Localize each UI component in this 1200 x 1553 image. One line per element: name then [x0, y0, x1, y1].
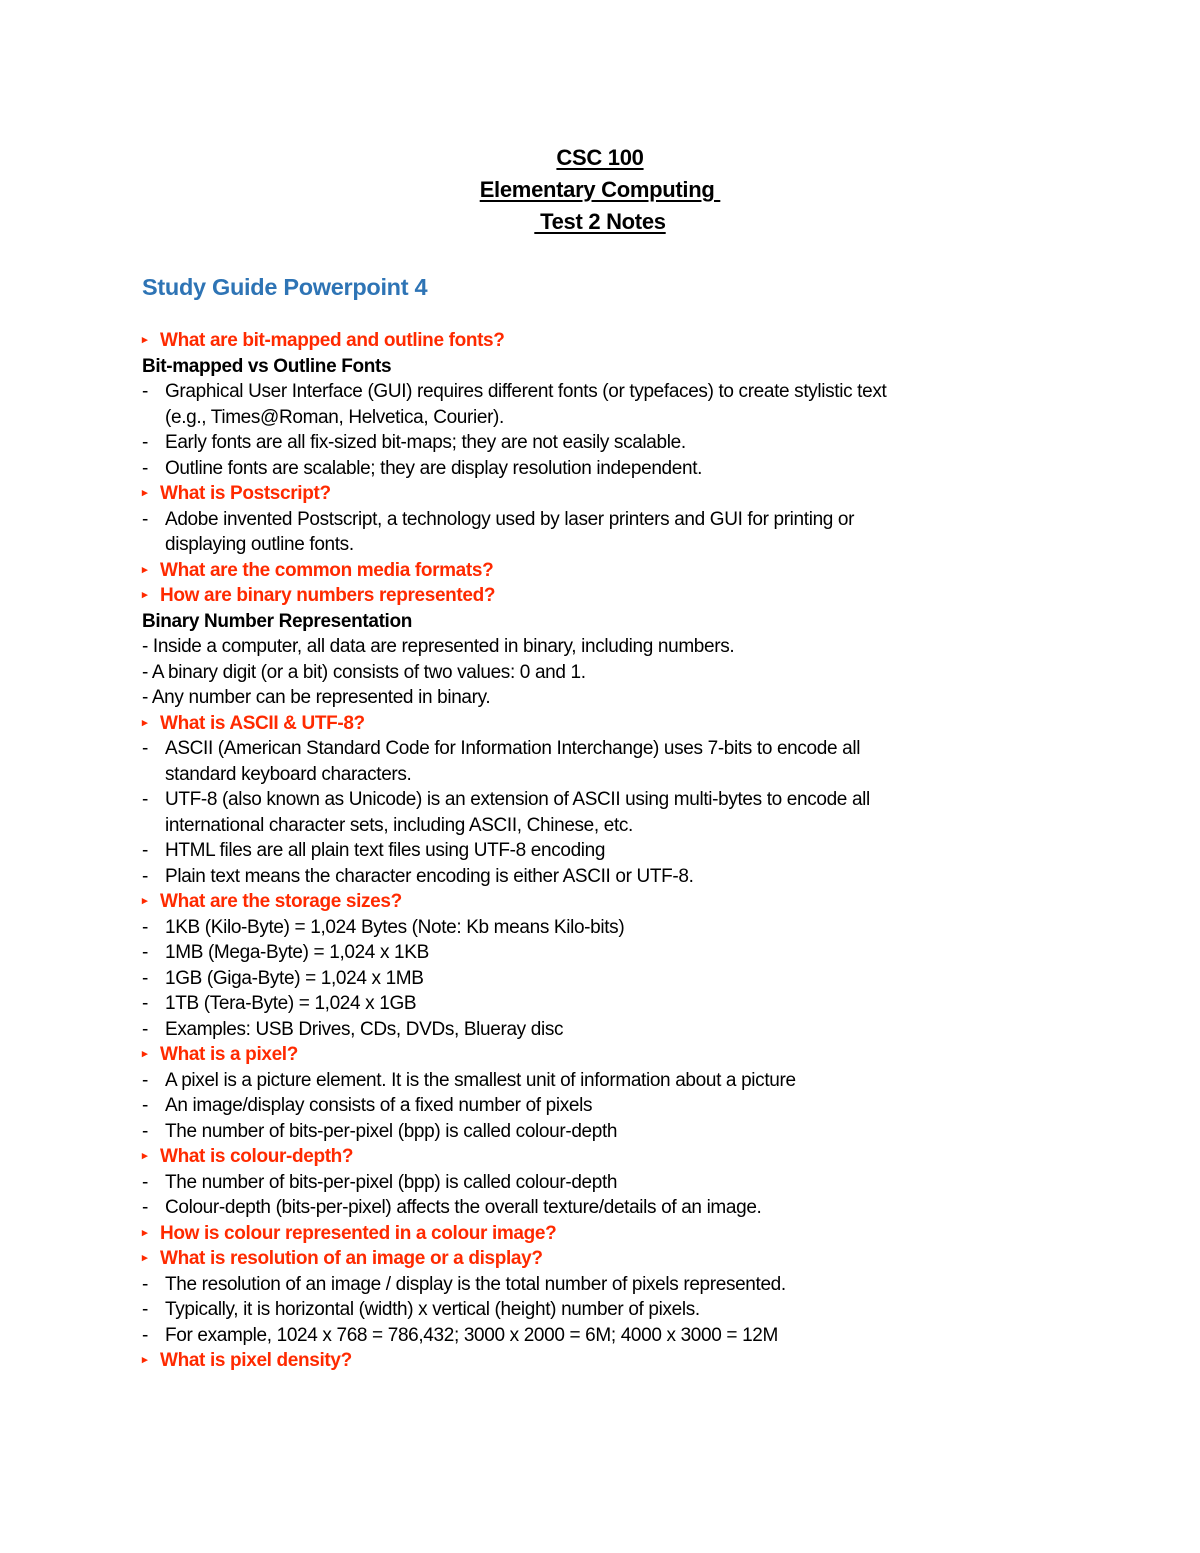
- dash-bullet: -: [142, 865, 148, 887]
- dash-list-item: [142, 456, 1042, 482]
- dash-bullet: -: [142, 916, 148, 938]
- line-text: Typically, it is horizontal (width) x vertical (height) number of pixels.: [165, 1299, 700, 1320]
- document-title: [0, 142, 1200, 238]
- triangle-bullet-icon: ▸: [142, 563, 148, 576]
- triangle-bullet-icon: ▸: [142, 716, 148, 729]
- question-item: [142, 1246, 1042, 1272]
- line-text: For example, 1024 x 768 = 786,432; 3000 x 2000 = 6M; 4000 x 3000 = 12M: [165, 1324, 778, 1346]
- notes-body: [142, 328, 1042, 1374]
- dash-list-item: [142, 915, 1042, 941]
- line-text: international character sets, including ASCII, Chinese, etc.: [165, 814, 633, 836]
- line-text: Binary Number Representation: [142, 610, 412, 632]
- line-text: 1GB (Giga-Byte) = 1,024 x 1MB: [165, 967, 424, 989]
- course-name: Elementary Computing: [479, 177, 721, 202]
- dash-list-item: [142, 1323, 1042, 1349]
- question-item: [142, 1144, 1042, 1170]
- triangle-bullet-icon: ▸: [142, 334, 148, 346]
- question-item: [142, 481, 1042, 507]
- line-text: - A binary digit (or a bit) consists of two values: 0 and 1.: [142, 661, 586, 683]
- line-text: What is ASCII & UTF-8?: [160, 712, 365, 734]
- line-text: HTML files are all plain text files using UTF-8 encoding: [165, 840, 606, 861]
- question-item: [142, 583, 1042, 609]
- dash-list-item: [142, 736, 1042, 762]
- line-text: Colour-depth (bits-per-pixel) affects the overall texture/details of an image.: [165, 1197, 762, 1218]
- line-text: - Any number can be represented in binary.: [142, 687, 491, 708]
- line-text: How are binary numbers represented?: [160, 585, 496, 606]
- text-line: [142, 634, 1042, 660]
- triangle-bullet-icon: ▸: [142, 1150, 148, 1162]
- course-code: CSC 100: [556, 145, 644, 170]
- question-item: [142, 889, 1042, 915]
- dash-bullet: -: [142, 1120, 148, 1142]
- dash-bullet: -: [142, 432, 148, 453]
- line-text: What is Postscript?: [160, 483, 331, 504]
- line-text: What are the storage sizes?: [160, 891, 402, 912]
- triangle-bullet-icon: ▸: [142, 589, 148, 601]
- dash-list-item: [142, 1272, 1042, 1298]
- dash-bullet: -: [142, 789, 148, 810]
- dash-bullet: -: [142, 1273, 148, 1295]
- question-item: [142, 1042, 1042, 1068]
- triangle-bullet-icon: ▸: [142, 895, 148, 907]
- dash-list-item: [142, 1068, 1042, 1094]
- line-text: Plain text means the character encoding is either ASCII or UTF-8.: [165, 865, 694, 887]
- line-text: What is colour-depth?: [160, 1146, 354, 1167]
- triangle-bullet-icon: ▸: [142, 1048, 148, 1060]
- dash-bullet: -: [142, 840, 148, 861]
- question-item: [142, 328, 1042, 354]
- dash-list-item: [142, 1017, 1042, 1043]
- dash-bullet: -: [142, 457, 148, 479]
- dash-list-item: [142, 1170, 1042, 1196]
- dash-list-item: [142, 966, 1042, 992]
- line-text: UTF-8 (also known as Unicode) is an extension of ASCII using multi-bytes to encode all: [165, 789, 870, 810]
- line-text: What is pixel density?: [160, 1350, 352, 1371]
- dash-list-item: [142, 1119, 1042, 1145]
- triangle-bullet-icon: ▸: [142, 1226, 148, 1239]
- line-text: 1KB (Kilo-Byte) = 1,024 Bytes (Note: Kb means Kilo-bits): [165, 916, 625, 938]
- line-text: Examples: USB Drives, CDs, DVDs, Blueray disc: [165, 1018, 564, 1040]
- subheading: [142, 354, 1042, 380]
- list-item-continuation: [142, 405, 1042, 431]
- line-text: The resolution of an image / display is the total number of pixels represented.: [165, 1273, 786, 1295]
- line-text: Adobe invented Postscript, a technology used by laser printers and GUI for printing or: [165, 508, 855, 530]
- dash-list-item: [142, 838, 1042, 864]
- question-item: [142, 1221, 1042, 1247]
- line-text: - Inside a computer, all data are represented in binary, including numbers.: [142, 636, 735, 657]
- line-text: Early fonts are all fix-sized bit-maps; they are not easily scalable.: [165, 432, 686, 453]
- notes-title: Test 2 Notes: [534, 209, 666, 234]
- triangle-bullet-icon: ▸: [142, 487, 148, 499]
- dash-list-item: [142, 1093, 1042, 1119]
- line-text: How is colour represented in a colour image?: [160, 1222, 557, 1244]
- line-text: Bit-mapped vs Outline Fonts: [142, 355, 392, 377]
- line-text: An image/display consists of a fixed number of pixels: [165, 1095, 593, 1116]
- dash-bullet: -: [142, 508, 148, 530]
- list-item-continuation: [142, 813, 1042, 839]
- line-text: ASCII (American Standard Code for Information Interchange) uses 7-bits to encode all: [165, 738, 861, 759]
- dash-bullet: -: [142, 942, 148, 963]
- text-line: [142, 660, 1042, 686]
- line-text: (e.g., Times@Roman, Helvetica, Courier).: [165, 406, 504, 428]
- dash-bullet: -: [142, 1171, 148, 1193]
- dash-list-item: [142, 787, 1042, 813]
- dash-bullet: -: [142, 1324, 148, 1346]
- dash-list-item: [142, 1195, 1042, 1221]
- triangle-bullet-icon: ▸: [142, 1252, 148, 1264]
- dash-bullet: -: [142, 1095, 148, 1116]
- dash-bullet: -: [142, 993, 148, 1014]
- dash-bullet: -: [142, 1069, 148, 1091]
- subheading: [142, 609, 1042, 635]
- line-text: What are the common media formats?: [160, 559, 494, 581]
- dash-bullet: -: [142, 967, 148, 989]
- dash-list-item: [142, 991, 1042, 1017]
- line-text: The number of bits-per-pixel (bpp) is called colour-depth: [165, 1171, 618, 1193]
- list-item-continuation: [142, 762, 1042, 788]
- line-text: 1TB (Tera-Byte) = 1,024 x 1GB: [165, 993, 417, 1014]
- dash-list-item: [142, 430, 1042, 456]
- triangle-bullet-icon: ▸: [142, 1354, 148, 1366]
- list-item-continuation: [142, 532, 1042, 558]
- question-item: [142, 1348, 1042, 1374]
- line-text: The number of bits-per-pixel (bpp) is called colour-depth: [165, 1120, 618, 1142]
- dash-bullet: -: [142, 1299, 148, 1320]
- dash-list-item: [142, 864, 1042, 890]
- question-item: [142, 711, 1042, 737]
- dash-list-item: [142, 1297, 1042, 1323]
- dash-bullet: -: [142, 738, 148, 759]
- dash-bullet: -: [142, 1018, 148, 1040]
- line-text: displaying outline fonts.: [165, 534, 354, 555]
- line-text: What are bit-mapped and outline fonts?: [160, 330, 505, 351]
- line-text: Outline fonts are scalable; they are display resolution independent.: [165, 457, 703, 479]
- dash-list-item: [142, 379, 1042, 405]
- section-heading: Study Guide Powerpoint 4: [142, 274, 428, 300]
- line-text: What is a pixel?: [160, 1044, 298, 1065]
- dash-bullet: -: [142, 381, 148, 402]
- dash-list-item: [142, 940, 1042, 966]
- dash-bullet: -: [142, 1197, 148, 1218]
- question-item: [142, 558, 1042, 584]
- line-text: What is resolution of an image or a display?: [160, 1248, 543, 1269]
- line-text: A pixel is a picture element. It is the smallest unit of information about a picture: [165, 1069, 796, 1091]
- dash-list-item: [142, 507, 1042, 533]
- text-line: [142, 685, 1042, 711]
- line-text: Graphical User Interface (GUI) requires different fonts (or typefaces) to create stylistic text: [165, 381, 887, 402]
- line-text: 1MB (Mega-Byte) = 1,024 x 1KB: [165, 942, 429, 963]
- line-text: standard keyboard characters.: [165, 763, 412, 785]
